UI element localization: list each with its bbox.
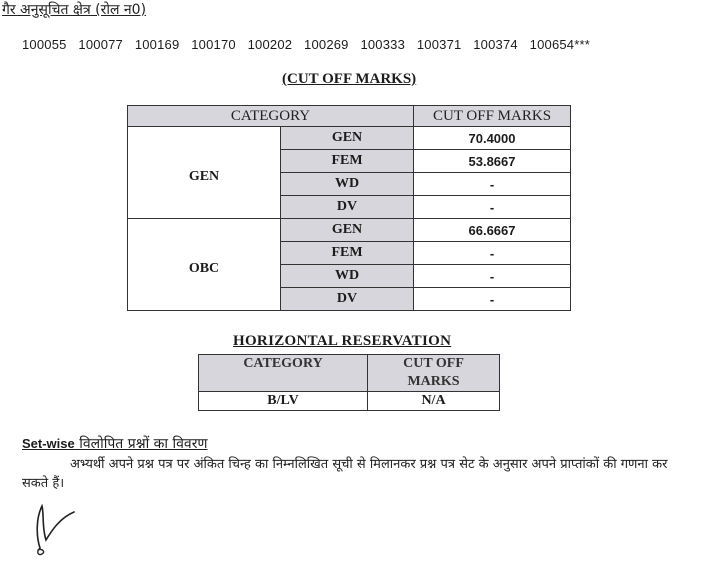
roll-number: 100169	[134, 37, 180, 52]
subcategory-cell: WD	[281, 173, 414, 196]
header-line: CUT OFF	[403, 356, 464, 371]
category-cell: OBC	[128, 219, 281, 311]
marks-cell: 70.4000	[414, 127, 571, 150]
subcategory-cell: FEM	[281, 150, 414, 173]
column-header-category: CATEGORY	[128, 106, 414, 127]
marks-cell: N/A	[368, 392, 500, 411]
marks-cell: -	[414, 242, 571, 265]
subcategory-cell: DV	[281, 288, 414, 311]
header-line: MARKS	[407, 374, 460, 389]
table-row	[128, 127, 571, 150]
category-cell: GEN	[128, 127, 281, 219]
subcategory-cell: WD	[281, 265, 414, 288]
instruction-paragraph: अभ्यर्थी अपने प्रश्न पत्र पर अंकित चिन्ह का निम्नलिखित सूची से मिलानकर प्रश्न पत्र सेट के अनुसार अपने प्राप्तांकों की गणना कर सकते हैं।	[22, 457, 668, 491]
section-heading: गैर अनुसूचित क्षेत्र (रोल न0)	[2, 2, 147, 18]
table-row	[199, 392, 500, 411]
signature-image	[30, 496, 80, 562]
roll-number: 100333	[360, 37, 406, 52]
roll-number: 100374	[473, 37, 518, 52]
cutoff-table	[127, 105, 571, 311]
setwise-heading	[22, 434, 208, 453]
table-header-row	[199, 355, 500, 392]
roll-number: 100371	[416, 37, 462, 52]
roll-number: 100077	[78, 37, 123, 52]
roll-number: 100055	[22, 37, 67, 52]
marks-cell: 53.8667	[414, 150, 571, 173]
table-header-row	[128, 106, 571, 127]
column-header-marks	[368, 355, 500, 392]
marks-cell: -	[414, 288, 571, 311]
column-header-marks: CUT OFF MARKS	[414, 106, 571, 127]
marks-cell: 66.6667	[414, 219, 571, 242]
setwise-prefix: Set-wise	[22, 436, 75, 451]
roll-number-list	[22, 37, 598, 52]
roll-number: 100654***	[529, 37, 591, 52]
horizontal-reservation-title: HORIZONTAL RESERVATION	[233, 333, 452, 349]
subcategory-cell: GEN	[281, 219, 414, 242]
marks-cell: -	[414, 265, 571, 288]
category-cell: B/LV	[199, 392, 368, 411]
cutoff-title: (CUT OFF MARKS)	[282, 71, 417, 87]
subcategory-cell: DV	[281, 196, 414, 219]
column-header-category: CATEGORY	[199, 355, 368, 392]
roll-number: 100170	[191, 37, 236, 52]
subcategory-cell: GEN	[281, 127, 414, 150]
setwise-title: विलोपित प्रश्नों का विवरण	[79, 436, 208, 452]
table-row	[128, 219, 571, 242]
horizontal-reservation-table	[198, 354, 500, 411]
marks-cell: -	[414, 196, 571, 219]
roll-number: 100202	[247, 37, 293, 52]
subcategory-cell: FEM	[281, 242, 414, 265]
marks-cell: -	[414, 173, 571, 196]
roll-number: 100269	[304, 37, 349, 52]
